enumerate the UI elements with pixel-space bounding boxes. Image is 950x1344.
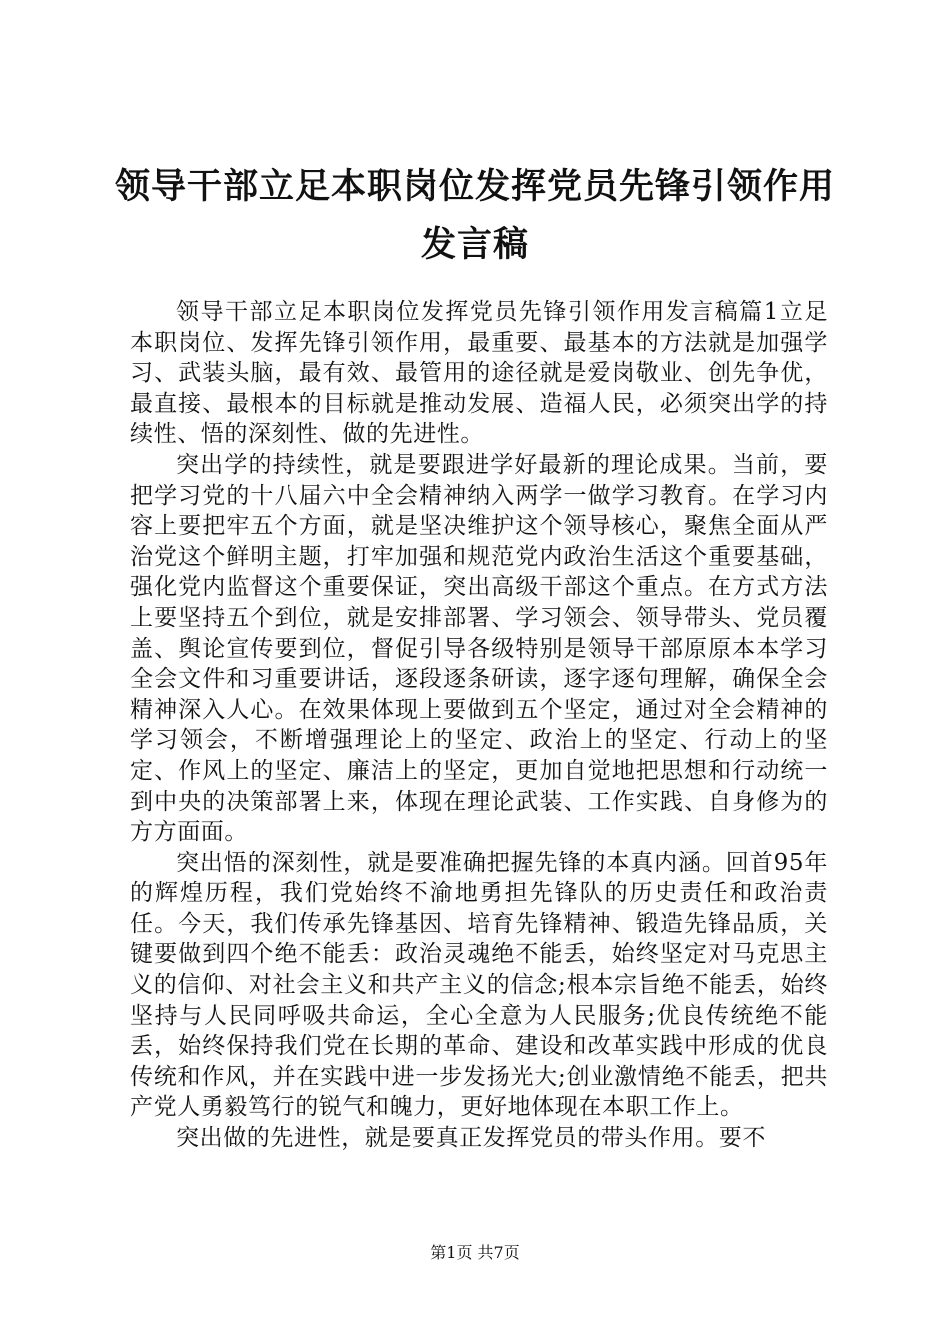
document-title [100, 158, 850, 274]
page-footer: 第1页 共7页 [430, 1243, 520, 1262]
paragraph: 领导干部立足本职岗位发挥党员先锋引领作用发言稿篇1立足本职岗位、发挥先锋引领作用，最重要、最基本的方法就是加强学习、武装头脑，最有效、最管用的途径就是爱岗敬业、创先争优，最直接、最根本的目标就是推动发展、造福人民，必须突出学的持续性、悟的深刻性、做的先进性。 [130, 299, 828, 448]
document-body [130, 297, 828, 1154]
title-line-2: 发言稿 [420, 224, 529, 265]
paragraph: 突出悟的深刻性，就是要准确把握先锋的本真内涵。回首95年的辉煌历程，我们党始终不渝地勇担先锋队的历史责任和政治责任。今天，我们传承先锋基因、培育先锋精神、锻造先锋品质，关键要做到四个绝不能丢：政治灵魂绝不能丢，始终坚定对马克思主义的信仰、对社会主义和共产主义的信念;根本宗旨绝不能丢，始终坚持与人民同呼吸共命运，全心全意为人民服务;优良传统绝不能丢，始终保持我们党在长期的革命、建设和改革实践中形成的优良传统和作风，并在实践中进一步发扬光大;创业激情绝不能丢，把共产党人勇毅笃行的锐气和魄力，更好地体现在本职工作上。 [130, 849, 828, 1121]
paragraph: 突出学的持续性，就是要跟进学好最新的理论成果。当前，要把学习党的十八届六中全会精神纳入两学一做学习教育。在学习内容上要把牢五个方面，就是坚决维护这个领导核心，聚焦全面从严治党这个鲜明主题，打牢加强和规范党内政治生活这个重要基础，强化党内监督这个重要保证，突出高级干部这个重点。在方式方法上要坚持五个到位，就是安排部署、学习领会、领导带头、党员覆盖、舆论宣传要到位，督促引导各级特别是领导干部原原本本学习全会文件和习重要讲话，逐段逐条研读，逐字逐句理解，确保全会精神深入人心。在效果体现上要做到五个坚定，通过对全会精神的学习领会，不断增强理论上的坚定、政治上的坚定、行动上的坚定、作风上的坚定、廉洁上的坚定，更加自觉地把思想和行动统一到中央的决策部署上来，体现在理论武装、工作实践、自身修为的方方面面。 [130, 451, 828, 846]
paragraph: 突出做的先进性，就是要真正发挥党员的带头作用。要不 [176, 1125, 766, 1152]
title-line-1: 领导干部立足本职岗位发挥党员先锋引领作用 [114, 166, 835, 207]
